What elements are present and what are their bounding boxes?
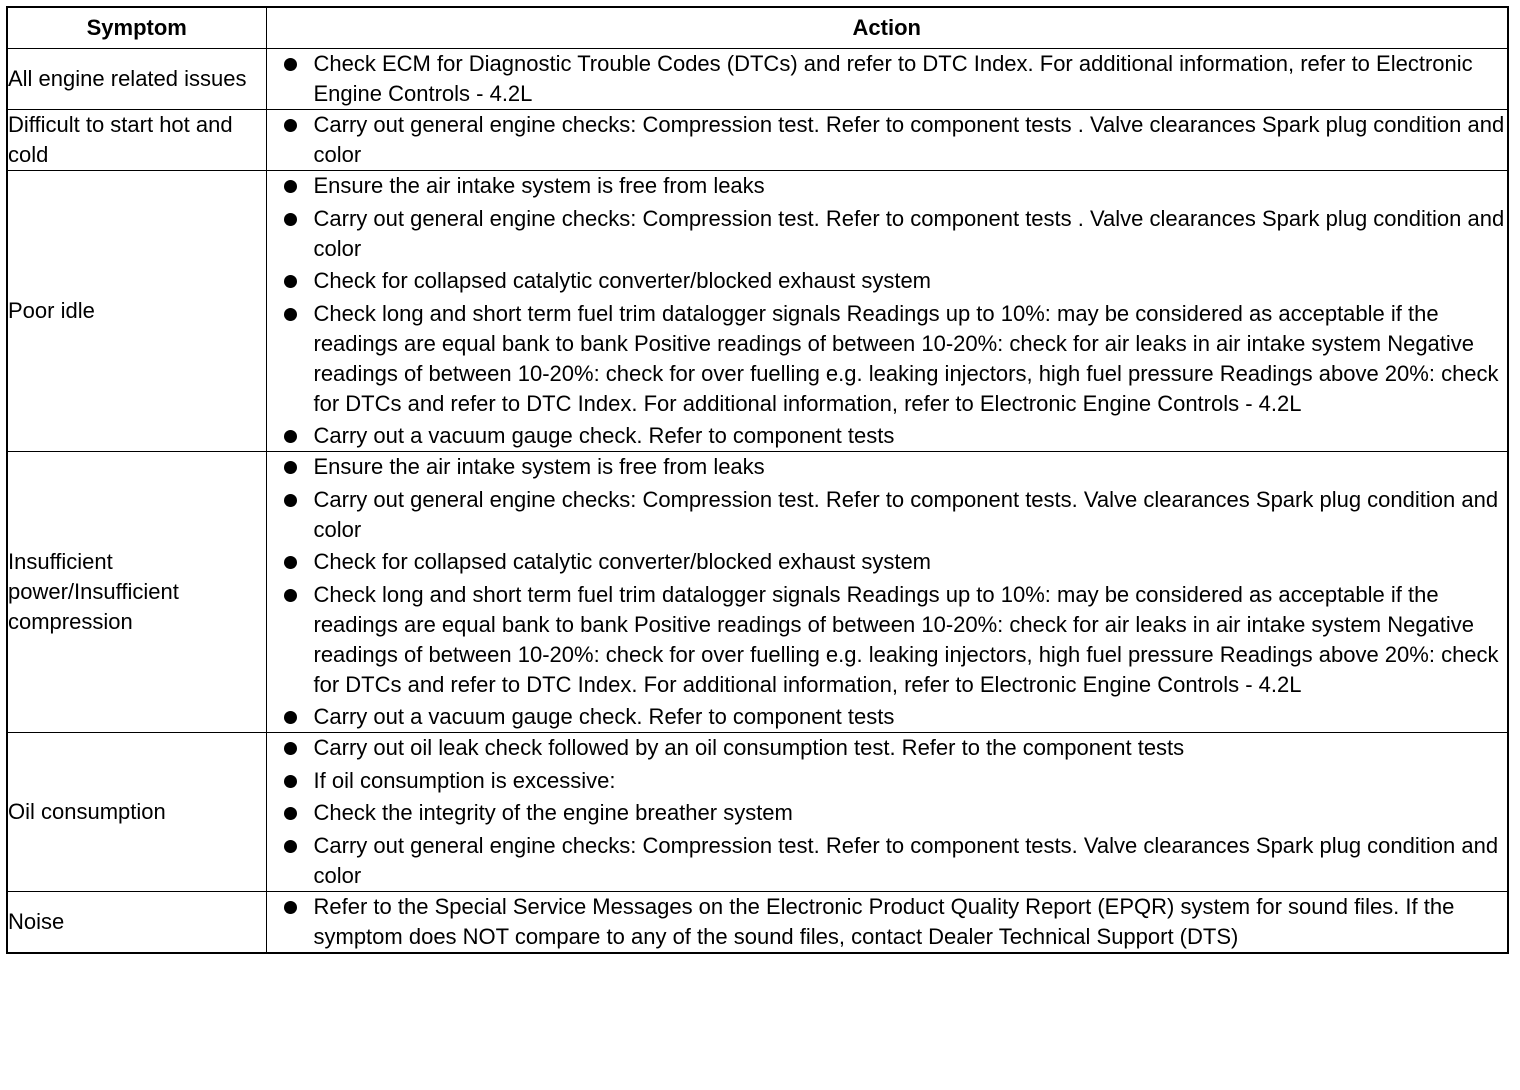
- bullet-icon: [284, 430, 297, 443]
- action-list: [267, 452, 1508, 732]
- action-text: Check for collapsed catalytic converter/blocked exhaust system: [313, 549, 932, 574]
- action-text: Carry out a vacuum gauge check. Refer to component tests: [313, 704, 895, 729]
- bullet-icon: [284, 119, 297, 132]
- action-item: [267, 171, 1508, 201]
- action-cell: [266, 110, 1508, 171]
- action-text: Carry out a vacuum gauge check. Refer to component tests: [313, 423, 895, 448]
- action-text: Check ECM for Diagnostic Trouble Codes (DTCs) and refer to DTC Index. For additional information, refer to Electronic Engine Controls - 4.2L: [313, 51, 1473, 106]
- action-text: Ensure the air intake system is free from leaks: [313, 454, 765, 479]
- symptom-cell: Difficult to start hot and cold: [7, 110, 266, 171]
- action-list: [267, 49, 1508, 109]
- header-symptom: Symptom: [7, 7, 266, 49]
- bullet-icon: [284, 901, 297, 914]
- action-text: If oil consumption is excessive:: [313, 767, 616, 793]
- table-row: [7, 110, 1508, 171]
- bullet-icon: [284, 461, 297, 474]
- bullet-icon: [284, 589, 297, 602]
- action-item: [267, 892, 1508, 952]
- bullet-icon: [284, 840, 297, 853]
- action-text: Carry out oil leak check followed by an oil consumption test. Refer to the component tests: [313, 735, 1185, 760]
- action-item: [267, 766, 1508, 796]
- action-text: Refer to the Special Service Messages on the Electronic Product Quality Report (EPQR) system for sound files. If the symptom does NOT compare to any of the sound files, contact Dealer Technical Support (DTS): [313, 893, 1455, 949]
- action-text: Check long and short term fuel trim datalogger signals Readings up to 10%: may be considered as acceptable if the readings are equal bank to bank Positive readings of between 10-20%: check for air leaks in air intake system Negative readings of between 10-20%: check for over fuelling e.g. leaking injectors, high fuel pressure Readings above 20%: check for DTCs and refer to DTC Index. For additional information, refer to Electronic Engine Controls - 4.2L: [313, 581, 1499, 697]
- action-item: [267, 831, 1508, 891]
- action-item: [267, 485, 1508, 545]
- action-text: Carry out general engine checks: Compression test. Refer to component tests . Valve clearances Spark plug condition and color: [313, 112, 1505, 167]
- header-action: Action: [266, 7, 1508, 49]
- action-list: [267, 171, 1508, 451]
- bullet-icon: [284, 494, 297, 507]
- action-text: Check the integrity of the engine breather system: [313, 800, 793, 825]
- bullet-icon: [284, 58, 297, 71]
- page: [6, 6, 1507, 954]
- action-item: [267, 580, 1508, 700]
- action-item: [267, 266, 1508, 296]
- symptom-cell: Poor idle: [7, 171, 266, 452]
- table-row: [7, 171, 1508, 452]
- bullet-icon: [284, 213, 297, 226]
- table-row: [7, 891, 1508, 953]
- symptom-chart-table: [6, 6, 1509, 954]
- bullet-icon: [284, 275, 297, 288]
- bullet-icon: [284, 742, 297, 755]
- action-cell: [266, 452, 1508, 733]
- action-item: [267, 299, 1508, 419]
- action-text: Check long and short term fuel trim datalogger signals Readings up to 10%: may be considered as acceptable if the readings are equal bank to bank Positive readings of between 10-20%: check for air leaks in air intake system Negative readings of between 10-20%: check for over fuelling e.g. leaking injectors, high fuel pressure Readings above 20%: check for DTCs and refer to DTC Index. For additional information, refer to Electronic Engine Controls - 4.2L: [313, 300, 1499, 416]
- action-item: [267, 49, 1508, 109]
- table-row: [7, 452, 1508, 733]
- action-cell: [266, 733, 1508, 892]
- action-item: [267, 547, 1508, 577]
- symptom-cell: Oil consumption: [7, 733, 266, 892]
- action-list: [267, 892, 1508, 952]
- action-item: [267, 798, 1508, 828]
- action-item: [267, 204, 1508, 264]
- action-text: Carry out general engine checks: Compression test. Refer to component tests. Valve clearances Spark plug condition and color: [313, 486, 1499, 542]
- header-row: [7, 7, 1508, 49]
- action-item: [267, 421, 1508, 451]
- action-text: Carry out general engine checks: Compression test. Refer to component tests . Valve clearances Spark plug condition and color: [313, 205, 1505, 261]
- action-text: Check for collapsed catalytic converter/blocked exhaust system: [313, 268, 932, 293]
- table-row: [7, 49, 1508, 110]
- bullet-icon: [284, 807, 297, 820]
- action-item: [267, 452, 1508, 482]
- action-list: [267, 110, 1508, 170]
- symptom-cell: Insufficient power/Insufficient compression: [7, 452, 266, 733]
- table-row: [7, 733, 1508, 892]
- action-list: [267, 733, 1508, 891]
- action-cell: [266, 171, 1508, 452]
- action-item: [267, 110, 1508, 170]
- bullet-icon: [284, 775, 297, 788]
- action-text: Ensure the air intake system is free from leaks: [313, 173, 765, 198]
- action-text: Carry out general engine checks: Compression test. Refer to component tests. Valve clearances Spark plug condition and color: [313, 832, 1499, 888]
- bullet-icon: [284, 556, 297, 569]
- action-cell: [266, 49, 1508, 110]
- table-body: [7, 49, 1508, 953]
- symptom-cell: Noise: [7, 891, 266, 953]
- bullet-icon: [284, 308, 297, 321]
- action-cell: [266, 891, 1508, 953]
- bullet-icon: [284, 711, 297, 724]
- symptom-cell: All engine related issues: [7, 49, 266, 110]
- action-item: [267, 733, 1508, 763]
- bullet-icon: [284, 180, 297, 193]
- action-item: [267, 702, 1508, 732]
